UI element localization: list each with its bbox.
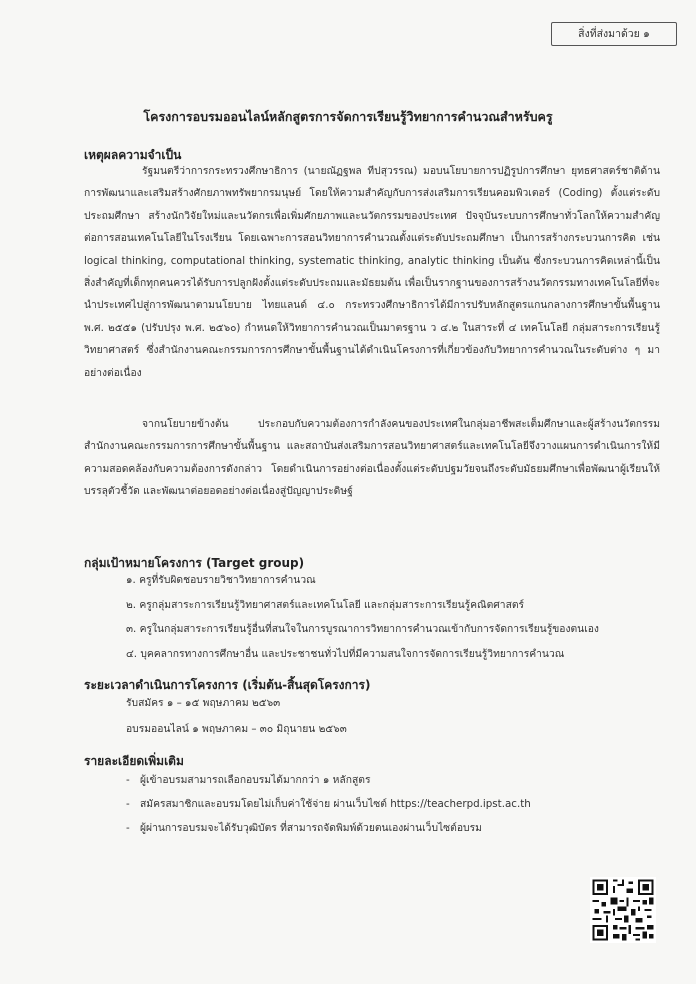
details-heading: รายละเอียดเพิ่มเติม <box>84 754 184 768</box>
target-group-list <box>126 568 599 666</box>
list-item: - ผู้เข้าอบรมสามารถเลือกอบรมได้มากกว่า ๑ หลักสูตร <box>126 774 371 786</box>
attachment-label: สิ่งที่ส่งมาด้วย ๑ <box>551 22 677 46</box>
list-item: ๔. บุคคลากรทางการศึกษาอื่น และประชาชนทั่วไปที่มีความสนใจการจัดการเรียนรู้วิทยาการคำนวณ <box>126 647 565 660</box>
rationale-paragraph-1 <box>84 160 660 384</box>
list-item: ๓. ครูในกลุ่มสาระการเรียนรู้อื่นที่สนใจในการบูรณาการวิทยาการคำนวณเข้ากับการจัดการเรียนรู้ของตนเอง <box>126 623 599 635</box>
qr-code-icon <box>590 877 656 943</box>
rationale-paragraph-1-text: รัฐมนตรีว่าการกระทรวงศึกษาธิการ (นายณัฏฐพล ทีปสุวรรณ) มอบนโยบายการปฏิรูปการศึกษา ยุทธศาสตร์ชาติด้านการพัฒนาและเสริมสร้างศักยภาพทรัพยากรมนุษย์ โดยให้ความสำคัญกับการส่งเสริมการเรียนคอมพิวเตอร์ (Coding) ตั้งแต่ระดับประถมศึกษา สร้างนักวิจัยใหม่และนวัตกรเพื่อเพิ่มศักยภาพและนวัตกรรมของประเทศ ปัจจุบันระบบการศึกษาทั่วโลกให้ความสำคัญต่อการสอนเทคโนโลยีในโรงเรียน โดยเฉพาะการสอนวิทยาการคำนวณตั้งแต่ระดับประถมศึกษา เป็นการสร้างกระบวนการคิด เช่น logical thinking, computational thinking, systematic thinking, analytic thinking เป็นต้น ซึ่งกระบวนการคิดเหล่านี้เป็นสิ่งสำคัญที่เด็กทุกคนควรได้รับการปลูกฝังตั้งแต่ระดับประถมและมัธยมต้น เพื่อเป็นรากฐานของการสร้างนวัตกรรมทางเทคโนโลยีที่จะนำประเทศไปสู่การพัฒนาตามนโยบาย ไทยแลนด์ ๔.๐ กระทรวงศึกษาธิการได้มีการปรับหลักสูตรแกนกลางการศึกษาขั้นพื้นฐาน พ.ศ. ๒๕๕๑ (ปรับปรุง พ.ศ. ๒๕๖๐) กำหนดให้วิทยาการคำนวณเป็นมาตรฐาน ว ๔.๒ ในสาระที่ ๔ เทคโนโลยี กลุ่มสาระการเรียนรู้วิทยาศาสตร์ ซึ่งสำนักงานคณะกรรมการการศึกษาขั้นพื้นฐานได้ดำเนินโครงการที่เกี่ยวข้องกับวิทยาการคำนวณในระดับต่าง ๆ มาอย่างต่อเนื่อง <box>84 165 660 379</box>
details-list <box>126 768 531 840</box>
duration-heading: ระยะเวลาดำเนินการโครงการ (เริ่มต้น-สิ้นสุดโครงการ) <box>84 678 371 692</box>
list-item: - สมัครสมาชิกและอบรมโดยไม่เก็บค่าใช้จ่าย ผ่านเว็บไซต์ https://teacherpd.ipst.ac.th <box>126 798 531 810</box>
details-item-text: สมัครสมาชิกและอบรมโดยไม่เก็บค่าใช้จ่าย ผ่านเว็บไซต์ https://teacherpd.ipst.ac.th <box>140 798 531 810</box>
list-item: ๑. ครูที่รับผิดชอบรายวิชาวิทยาการคำนวณ <box>126 574 316 586</box>
duration-schedule <box>126 690 347 742</box>
details-item-text: ผู้ผ่านการอบรมจะได้รับวุฒิบัตร ที่สามารถจัดพิมพ์ด้วยตนเองผ่านเว็บไซต์อบรม <box>140 822 482 834</box>
rationale-heading: เหตุผลความจำเป็น <box>84 148 182 162</box>
target-group-heading: กลุ่มเป้าหมายโครงการ (Target group) <box>84 556 305 570</box>
rationale-paragraph-2 <box>84 413 660 503</box>
page-title: โครงการอบรมออนไลน์หลักสูตรการจัดการเรียนรู้วิทยาการคำนวณสำหรับครู <box>143 109 553 124</box>
list-item: ๒. ครูกลุ่มสาระการเรียนรู้วิทยาศาสตร์และเทคโนโลยี และกลุ่มสาระการเรียนรู้คณิตศาสตร์ <box>126 598 525 611</box>
details-item-text: ผู้เข้าอบรมสามารถเลือกอบรมได้มากกว่า ๑ หลักสูตร <box>140 774 371 786</box>
rationale-paragraph-2-text: จากนโยบายข้างต้น ประกอบกับความต้องการกำลังคนของประเทศในกลุ่มอาชีพสะเต็มศึกษาและผู้สร้างนวัตกรรม สำนักงานคณะกรรมการการศึกษาขั้นพื้นฐาน และสถาบันส่งเสริมการสอนวิทยาศาสตร์และเทคโนโลยีจึงวางแผนการดำเนินการให้มีความสอดคล้องกับความต้องการดังกล่าว โดยดำเนินการอย่างต่อเนื่องตั้งแต่ระดับปฐมวัยจนถึงระดับมัธยมศึกษาเพื่อพัฒนาผู้เรียนให้บรรลุตัวชี้วัด และพัฒนาต่อยอดอย่างต่อเนื่องสู่ปัญญาประดิษฐ์ <box>84 418 660 498</box>
list-item: - ผู้ผ่านการอบรมจะได้รับวุฒิบัตร ที่สามารถจัดพิมพ์ด้วยตนเองผ่านเว็บไซต์อบรม <box>126 822 482 834</box>
training-period: อบรมออนไลน์ ๑ พฤษภาคม – ๓๐ มิถุนายน ๒๕๖๓ <box>126 723 347 735</box>
registration-period: รับสมัคร ๑ – ๑๕ พฤษภาคม ๒๕๖๓ <box>126 697 281 709</box>
